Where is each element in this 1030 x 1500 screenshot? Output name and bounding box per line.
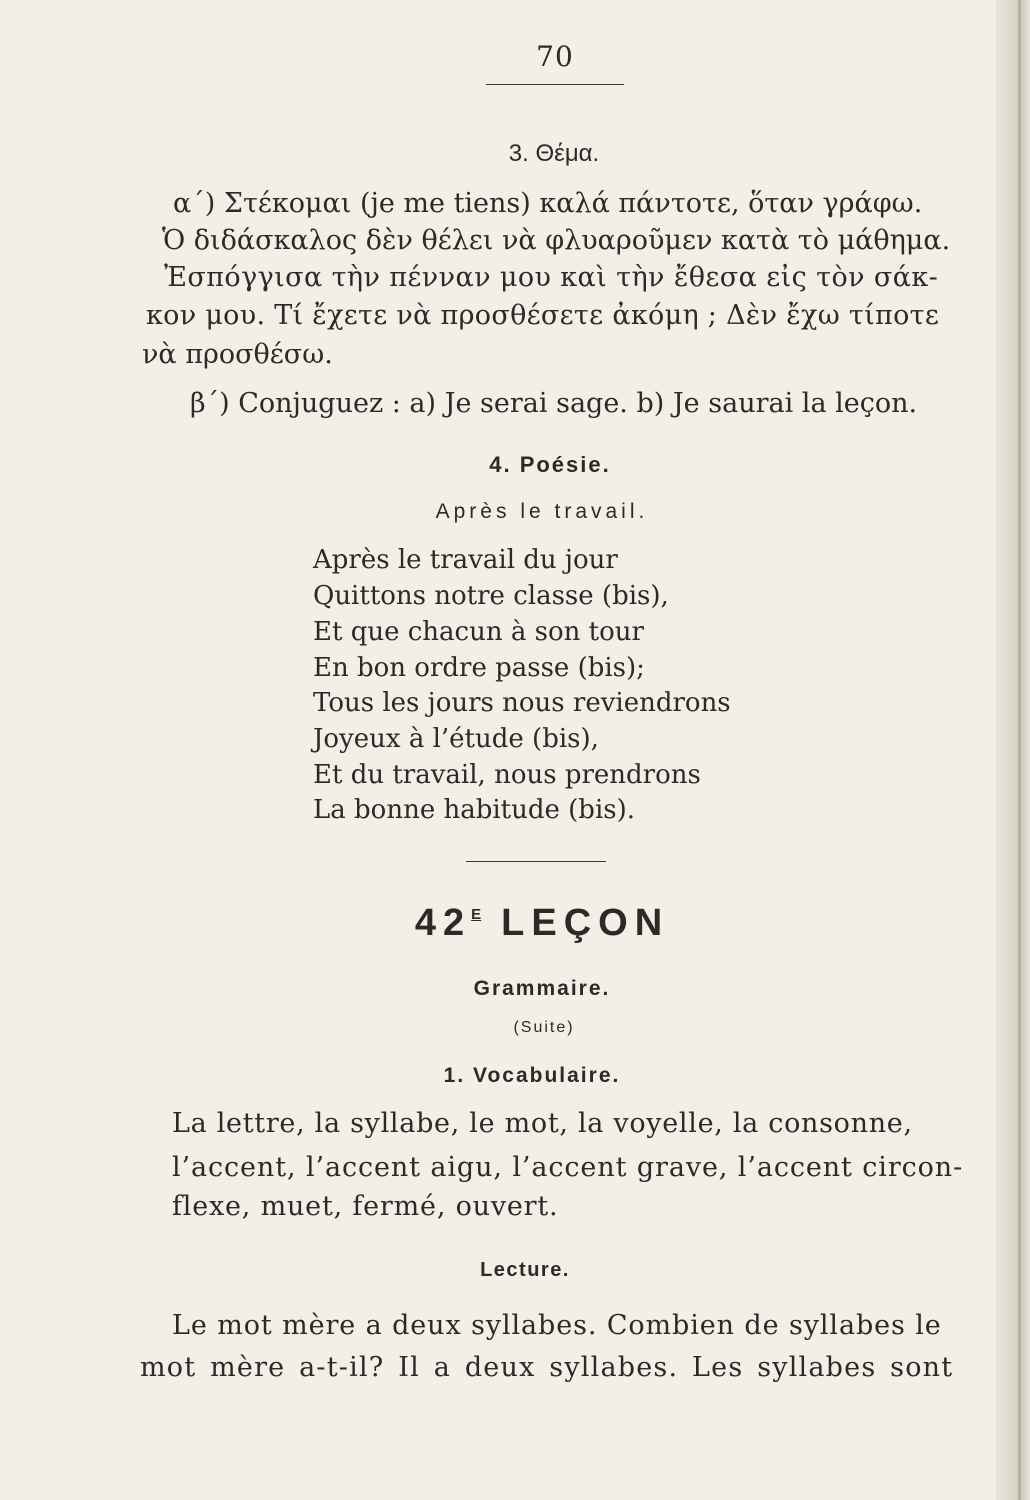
- text-line: flexe, muet, fermé, ouvert.: [172, 1191, 559, 1222]
- reading-heading: Lecture.: [480, 1259, 570, 1281]
- lesson-word: LEÇON: [501, 902, 670, 944]
- text-line: Le mot mère a deux syllabes. Combien de syllabes le: [172, 1310, 942, 1341]
- page-number: 70: [536, 40, 574, 73]
- text-line: La lettre, la syllabe, le mot, la voyelle, la consonne,: [172, 1108, 913, 1139]
- exercise-part-b: β΄) Conjuguez : a) Je serai sage. b) Je saurai la leçon.: [190, 388, 918, 419]
- text-line: νὰ προσθέσω.: [142, 339, 333, 370]
- poem-title: Après le travail.: [435, 500, 649, 523]
- page-number-rule: [486, 84, 624, 85]
- lesson-number: 42: [414, 902, 472, 944]
- exercise-heading: 3. Θέμα.: [508, 140, 600, 167]
- poem-line: Et du travail, nous prendrons: [313, 760, 701, 790]
- poem-line: Tous les jours nous reviendrons: [313, 688, 731, 718]
- vocabulary-heading: 1. Vocabulaire.: [443, 1064, 621, 1087]
- poem-line: Et que chacun à son tour: [313, 617, 644, 647]
- poem-line: Joyeux à l’étude (bis),: [313, 724, 599, 754]
- section-title: Grammaire.: [473, 977, 611, 1000]
- poetry-heading: 4. Poésie.: [489, 452, 611, 477]
- text-line: Ἐσπόγγισα τὴν πένναν μου καὶ τὴν ἔθεσα εἰς τὸν σάκ-: [164, 262, 939, 293]
- poem-line: Quittons notre classe (bis),: [313, 581, 669, 611]
- poem-line: La bonne habitude (bis).: [313, 795, 636, 825]
- lesson-title: [0, 902, 1030, 945]
- poem-line: Après le travail du jour: [313, 545, 618, 575]
- text-line: mot mère a-t-il? Il a deux syllabes. Les syllabes sont: [140, 1352, 954, 1383]
- lesson-number-suffix: E: [471, 906, 482, 923]
- poem-line: En bon ordre passe (bis);: [313, 653, 645, 683]
- section-divider: [466, 861, 606, 862]
- section-note: (Suite): [513, 1019, 575, 1036]
- text-line: Ὁ διδάσκαλος δὲν θέλει νὰ φλυαροῦμεν κατὰ τὸ μάθημα.: [162, 225, 951, 256]
- text-line: l’accent, l’accent aigu, l’accent grave, l’accent circon-: [172, 1152, 964, 1183]
- text-line: κον μου. Τί ἔχετε νὰ προσθέσετε ἀκόμη ; Δὲν ἔχω τίποτε: [146, 300, 940, 331]
- text-line: α΄) Στέκομαι (je me tiens) καλά πάντοτε, ὅταν γράφω.: [173, 188, 923, 219]
